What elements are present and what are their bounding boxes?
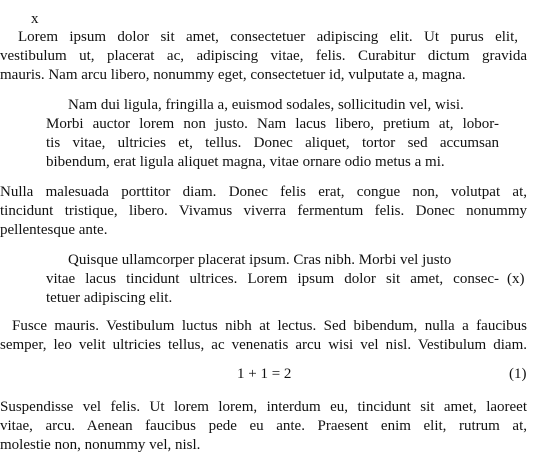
display-equation: 1 + 1 = 2: [237, 366, 292, 382]
paragraph-3-line-1: Fusce mauris. Vestibulum luctus nibh at lectus. Sed bibendum, nulla a faucibus: [12, 318, 527, 334]
paragraph-1-line-2: vestibulum ut, placerat ac, adipiscing vitae, felis. Curabitur dictum gravida: [0, 48, 527, 64]
quote-2-tag: (x): [507, 271, 525, 287]
paragraph-2-line-2: tincidunt tristique, libero. Vivamus viverra fermentum felis. Donec nonummy: [0, 203, 527, 219]
paragraph-1-line-1: Lorem ipsum dolor sit amet, consectetuer adipiscing elit. Ut purus elit,: [18, 29, 518, 45]
quote-2-line-1: Quisque ullamcorper placerat ipsum. Cras nibh. Morbi vel justo: [68, 252, 452, 268]
paragraph-4-line-3: molestie non, nonummy vel, nisl.: [0, 437, 201, 453]
paragraph-2-line-1: Nulla malesuada porttitor diam. Donec felis erat, congue non, volutpat at,: [0, 184, 527, 200]
paragraph-1-line-3: mauris. Nam arcu libero, nonummy eget, consectetuer id, vulputate a, magna.: [0, 67, 466, 83]
paragraph-4-line-1: Suspendisse vel felis. Ut lorem lorem, interdum eu, tincidunt sit amet, laoreet: [0, 399, 527, 415]
header-mark: x: [31, 11, 39, 27]
quote-1-line-1: Nam dui ligula, fringilla a, euismod sodales, sollicitudin vel, wisi.: [68, 97, 464, 113]
quote-1-line-4: bibendum, erat ligula aliquet magna, vitae ornare odio metus a mi.: [46, 154, 445, 170]
quote-2-line-3: tetuer adipiscing elit.: [46, 290, 173, 306]
paragraph-4-line-2: vitae, arcu. Aenean faucibus pede eu ante. Praesent enim elit, rutrum at,: [0, 418, 527, 434]
quote-1-line-2: Morbi auctor lorem non justo. Nam lacus libero, pretium at, lobor-: [46, 116, 499, 132]
paragraph-3-line-2: semper, leo velit ultricies tellus, ac venenatis arcu wisi vel nisl. Vestibulum diam.: [0, 337, 527, 353]
quote-1-line-3: tis vitae, ultricies et, tellus. Donec aliquet, tortor sed accumsan: [46, 135, 499, 151]
equation-number: (1): [509, 366, 527, 382]
paragraph-2-line-3: pellentesque ante.: [0, 222, 108, 238]
quote-2-line-2: vitae lacus tincidunt ultrices. Lorem ipsum dolor sit amet, consec-: [46, 271, 499, 287]
